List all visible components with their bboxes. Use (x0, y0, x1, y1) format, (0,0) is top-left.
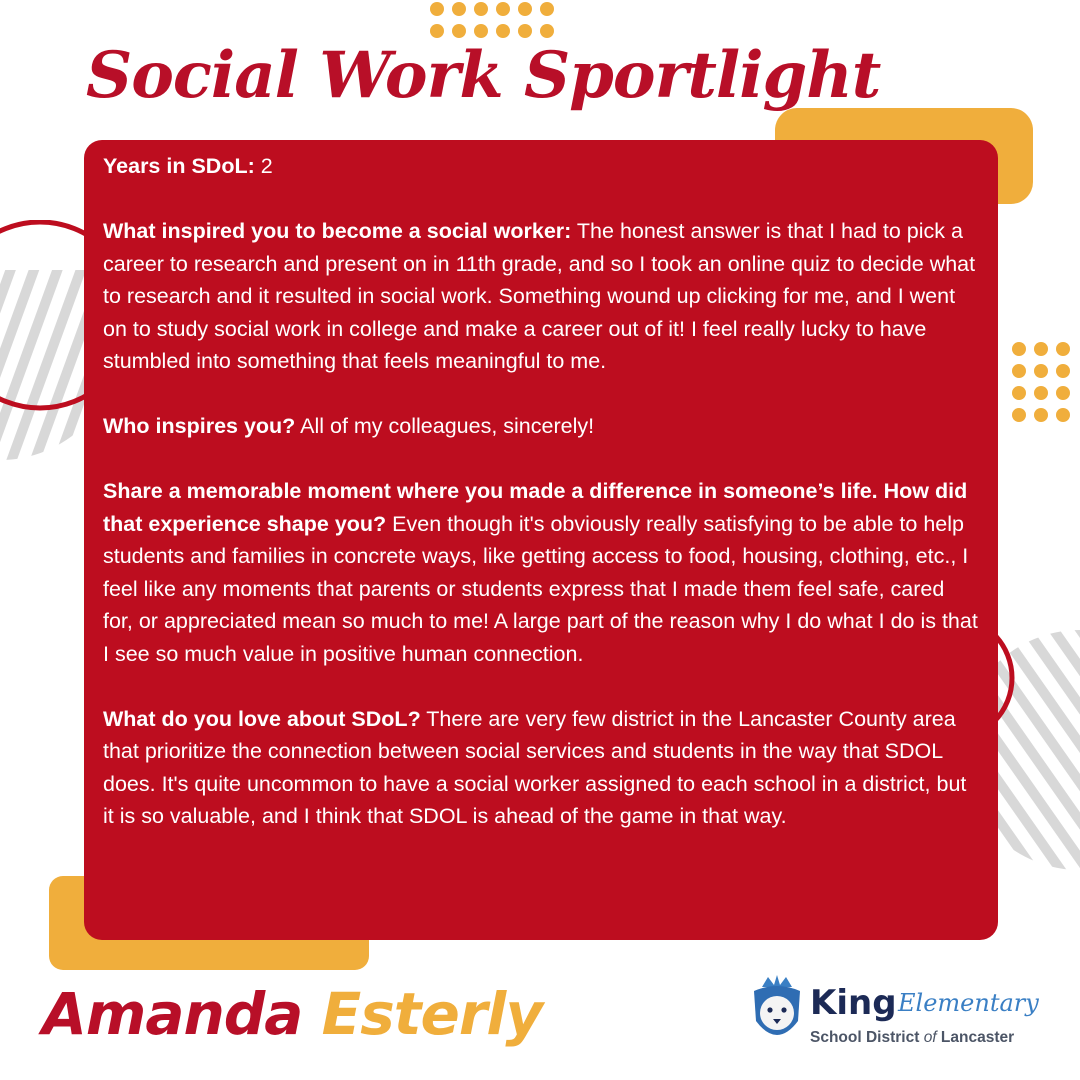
logo-king-text: King (810, 983, 897, 1023)
page-title: Social Work Sportlight (86, 38, 881, 113)
question-1 (103, 215, 978, 378)
years-label: Years in SDoL: (103, 154, 255, 178)
question-1-answer: The honest answer is that I had to pick a career to research and present on in 11th grade, and so I took an online quiz to decide what to research and it resulted in social work. Something wound up clicking for me, and I went on to study social work in college and make a career out of it! I feel really lucky to have stumbled into something that feels meaningful to me. (103, 219, 976, 373)
right-dots-decoration (1012, 342, 1070, 422)
logo-elementary-text: Elementary (898, 989, 1039, 1017)
question-2 (103, 410, 978, 443)
question-4-answer: There are very few district in the Lancaster County area that prioritize the connection between social services and students in the way that SDOL does. It's quite uncommon to have a social worker assigned to each school in a district, but it is so valuable, and I think that SDOL is ahead of the game in that way. (103, 706, 967, 828)
person-name (42, 980, 542, 1048)
question-2-label: Who inspires you? (103, 414, 296, 438)
question-2-answer: All of my colleagues, sincerely! (295, 414, 595, 438)
lion-crest-icon (748, 975, 806, 1049)
top-dots-decoration (430, 2, 554, 38)
question-1-label: What inspired you to become a social worker: (103, 219, 572, 243)
last-name: Esterly (321, 980, 543, 1048)
question-3-label: Share a memorable moment where you made a difference in someone’s life. How did that experience shape you? (103, 479, 968, 536)
logo-district-text: School District of Lancaster (810, 1029, 1015, 1046)
years-paragraph (103, 150, 978, 183)
interview-card (84, 140, 998, 940)
question-4-label: What do you love about SDoL? (103, 706, 421, 731)
school-logo (748, 975, 1038, 1055)
first-name: Amanda (42, 980, 303, 1048)
years-value: 2 (254, 154, 273, 178)
question-4 (103, 703, 978, 833)
question-3 (103, 475, 978, 670)
question-3-answer: Even though it's obviously really satisfying to be able to help students and families in concrete ways, like getting access to food, housing, clothing, etc., I feel like any moments that parents or students express that I made them feel safe, cared for, or appreciated mean so much to me! A large part of the reason why I do what I do is that I see so much value in positive human connection. (103, 511, 978, 666)
